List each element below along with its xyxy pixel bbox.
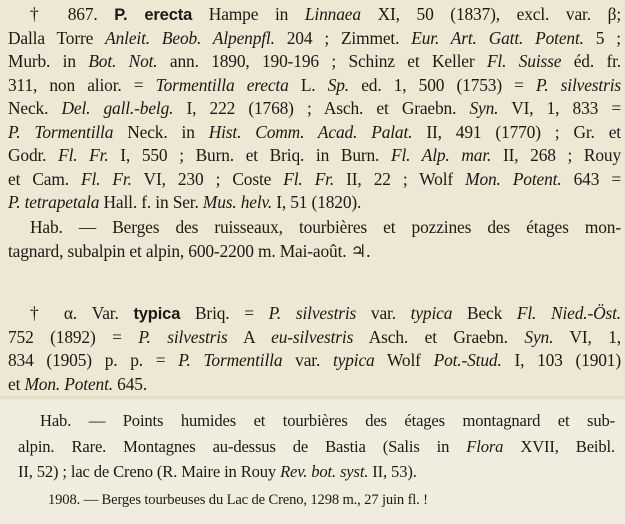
italic-citation: P. Tormentilla (8, 121, 114, 142)
text-span: VI, 1, (553, 326, 621, 347)
italic-citation: P. silvestris (268, 303, 357, 323)
habitat-line: Hab. — Berges des ruisseaux, tourbières et pozzines des étages mon- (30, 217, 621, 237)
text-span: Murb. in (8, 51, 89, 71)
text-span: L. (288, 74, 328, 95)
text-line (18, 408, 615, 434)
text-line (8, 121, 621, 145)
text-span: Hall. f. in Ser. (99, 192, 203, 212)
habitat-paragraph (8, 216, 621, 264)
italic-citation: typica (410, 303, 453, 323)
text-span: II, 22 ; Wolf (334, 168, 466, 189)
text-span: II, 268 ; Rouy (491, 145, 621, 165)
italic-citation: Eur. Art. Gatt. Potent. (411, 27, 584, 48)
italic-citation: Linnaea (304, 4, 361, 24)
record-1908: 1908. — Berges tourbeuses du Lac de Creno, 1298 m., 27 juin fl. ! (48, 492, 428, 508)
text-span: 752 (1892) = (8, 326, 139, 347)
text-span: VI, 230 ; Coste (131, 168, 284, 189)
text-line (8, 349, 621, 373)
italic-citation: P. silvestris (536, 74, 621, 95)
text-span: alpin. Rare. Montagnes au-dessus de Bastia (Salis in (18, 436, 467, 456)
species-entry-867 (8, 3, 621, 215)
text-span: VI, 1, 833 = (498, 98, 621, 118)
text-span: † α. Var. (30, 303, 134, 323)
page-fold (0, 396, 625, 401)
text-span: Neck. in (113, 121, 209, 142)
text-span: Godr. (8, 145, 59, 165)
corsica-habitat-paragraph (18, 408, 615, 485)
italic-citation: Sp. (327, 74, 350, 95)
text-span: I, 51 (1820). (272, 192, 362, 212)
taxon-name: P. erecta (114, 6, 193, 24)
text-span: ann. 1890, 190-196 ; Schinz et Keller (157, 51, 487, 71)
text-span: var. (282, 350, 333, 370)
text-span: et (8, 373, 25, 394)
text-span: II, 53). (368, 462, 417, 481)
italic-citation: Del. gall.-belg. (61, 98, 174, 118)
italic-citation: eu-silvestris (271, 326, 354, 347)
italic-citation: P. silvestris (138, 326, 228, 347)
text-span: Neck. (8, 98, 62, 118)
text-line (8, 3, 621, 27)
text-span: I, 103 (1901) (501, 350, 621, 370)
italic-citation: Syn. (469, 98, 499, 118)
text-span: Beck (452, 303, 517, 323)
text-span: II, 491 (1770) ; Gr. et (412, 121, 621, 142)
italic-citation: Mus. helv. (202, 192, 273, 212)
text-span: 311, non alior. = (8, 74, 156, 95)
habitat-line: tagnard, subalpin et alpin, 600-2200 m. Mai-août. ♃. (8, 240, 371, 261)
text-span: 645. (112, 373, 148, 394)
text-line (8, 97, 621, 121)
text-span: et Cam. (8, 168, 81, 189)
text-span: 204 ; Zimmet. (274, 27, 412, 48)
italic-citation: typica (332, 350, 375, 370)
italic-citation: Tormentilla erecta (155, 74, 289, 95)
text-span: † 867. (30, 4, 115, 24)
text-line (8, 373, 621, 397)
taxon-name: typica (133, 305, 181, 323)
italic-citation: Anleit. Beob. Alpenpfl. (105, 27, 275, 48)
text-span: A (227, 326, 272, 347)
text-line (8, 74, 621, 98)
text-span: Hab. — Points humides et tourbières des étages montagnard et sub- (40, 411, 615, 430)
italic-citation: Rev. bot. syst. (280, 462, 369, 481)
text-line (18, 434, 615, 460)
text-span: var. (356, 303, 411, 323)
italic-citation: Fl. Alp. mar. (390, 145, 492, 165)
text-line (8, 27, 621, 51)
text-span: Dalla Torre (8, 27, 106, 48)
italic-citation: Mon. Potent. (465, 168, 562, 189)
italic-citation: Bot. Not. (88, 51, 158, 71)
text-span: 5 ; (583, 27, 621, 48)
text-line (8, 144, 621, 168)
text-span: I, 222 (1768) ; Asch. et Graebn. (173, 98, 470, 118)
italic-citation: Flora (466, 436, 504, 456)
italic-citation: Fl. Fr. (58, 145, 109, 165)
text-line (8, 302, 621, 326)
text-span: Briq. = (180, 303, 269, 323)
text-span: Wolf (374, 350, 434, 370)
collection-record (48, 489, 621, 513)
text-span: Hampe in (192, 4, 305, 24)
text-line (8, 168, 621, 192)
italic-citation: Hist. Comm. Acad. Palat. (208, 121, 413, 142)
text-span: éd. fr. (561, 51, 621, 71)
text-span: 643 = (561, 168, 621, 189)
text-span: II, 52) ; lac de Creno (R. Maire in Rouy (18, 462, 281, 481)
text-line (18, 459, 615, 485)
italic-citation: Syn. (524, 326, 554, 347)
italic-citation: Mon. Potent. (24, 373, 113, 394)
italic-citation: Fl. Fr. (81, 168, 132, 189)
text-span: XI, 50 (1837), excl. var. β; (360, 4, 621, 24)
text-span: ed. 1, 500 (1753) = (349, 74, 537, 95)
italic-citation: Pot.-Stud. (433, 350, 502, 370)
text-line (8, 326, 621, 350)
text-span: I, 550 ; Burn. et Briq. in Burn. (108, 145, 391, 165)
italic-citation: P. Tormentilla (178, 350, 283, 370)
text-span: Asch. et Graebn. (353, 326, 525, 347)
italic-citation: P. tetrapetala (8, 192, 100, 212)
text-span: XVII, Beibl. (503, 436, 615, 456)
text-span: 834 (1905) p. p. = (8, 350, 179, 370)
italic-citation: Fl. Suisse (486, 51, 562, 71)
italic-citation: Fl. Nied.-Öst. (516, 303, 621, 323)
text-line (8, 50, 621, 74)
italic-citation: Fl. Fr. (283, 168, 335, 189)
variety-typica-entry (8, 302, 621, 396)
text-line (8, 191, 621, 215)
